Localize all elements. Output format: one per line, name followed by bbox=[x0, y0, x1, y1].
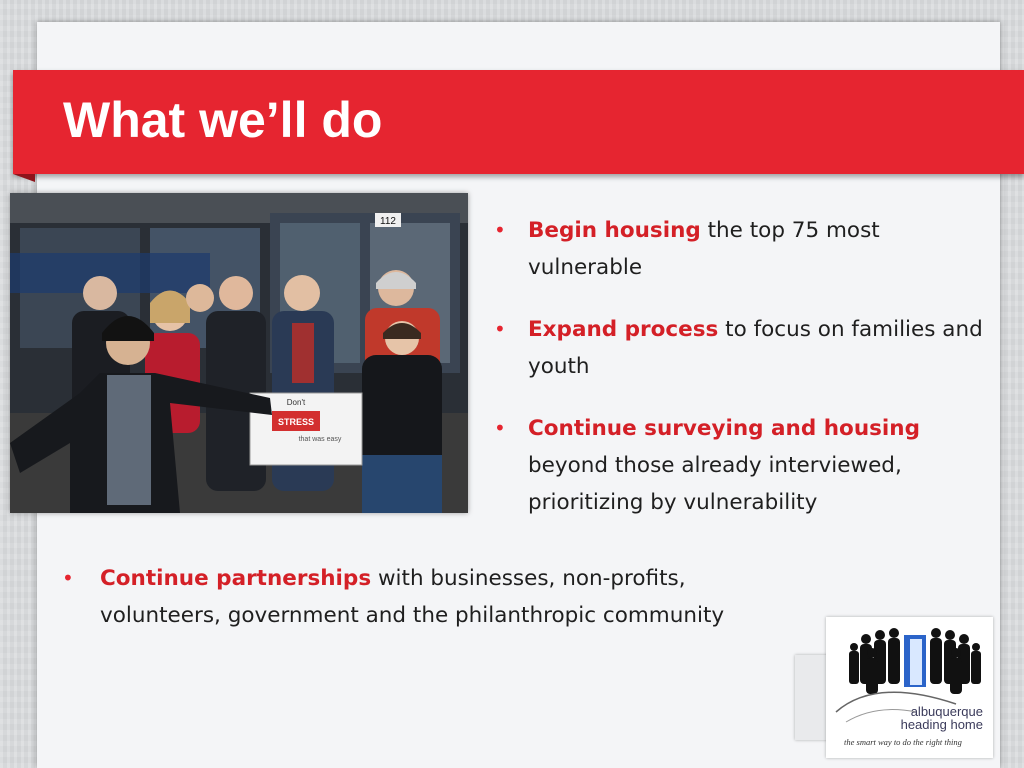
bottom-bullet-list bbox=[62, 560, 782, 634]
bullet-dot: • bbox=[494, 416, 506, 440]
bullet-highlight: Expand process bbox=[528, 317, 719, 342]
bullet-text: beyond those already interviewed, prioritizing by vulnerability bbox=[528, 453, 902, 515]
bullet-item bbox=[490, 212, 1000, 286]
albuquerque-heading-home-logo bbox=[826, 617, 993, 758]
bullet-highlight: Continue partnerships bbox=[100, 566, 372, 591]
bullet-text: the top 75 most vulnerable bbox=[528, 218, 880, 280]
box-text-easy: that was easy bbox=[298, 436, 342, 443]
bullet-highlight: Continue surveying and housing bbox=[528, 416, 920, 441]
title-banner bbox=[13, 70, 1024, 174]
bullet-list bbox=[490, 212, 1000, 546]
box-text-dont: Don't bbox=[286, 398, 306, 407]
box-text-stress: STRESS bbox=[277, 417, 315, 427]
bullet-item bbox=[490, 410, 1000, 521]
photo-illustration bbox=[10, 193, 468, 513]
bullet-dot: • bbox=[494, 218, 506, 242]
logo-tagline: the smart way to do the right thing bbox=[844, 737, 962, 747]
banner-fold bbox=[13, 174, 35, 182]
bullet-item bbox=[62, 560, 782, 634]
bullet-dot: • bbox=[494, 317, 506, 341]
door-number: 112 bbox=[380, 216, 396, 227]
group-photo bbox=[10, 193, 468, 513]
bullet-item bbox=[490, 311, 1000, 385]
bullet-text: with businesses, non-profits, volunteers, government and the philanthropic community bbox=[100, 566, 725, 628]
logo-name-line2: heading home bbox=[900, 717, 983, 732]
bullet-highlight: Begin housing bbox=[528, 218, 701, 243]
bullet-dot: • bbox=[62, 566, 74, 590]
logo-name-line1: albuquerque bbox=[910, 704, 983, 719]
slide-title: What we’ll do bbox=[63, 92, 383, 148]
bullet-text: to focus on families and youth bbox=[528, 317, 983, 379]
